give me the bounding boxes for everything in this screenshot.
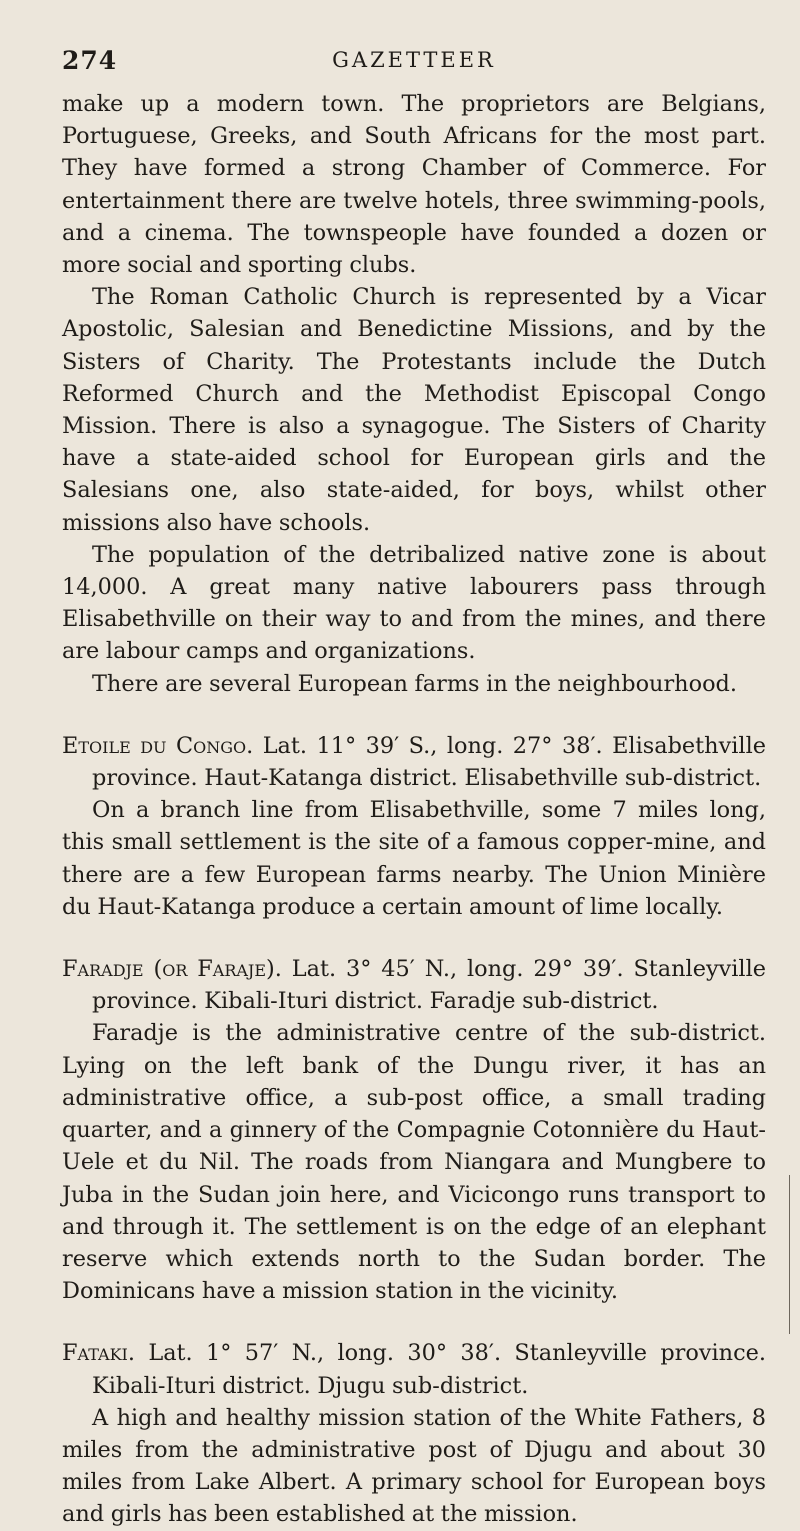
entry-heading: [62, 953, 766, 1017]
entry-body: Faradje is the administrative centre of the sub-district. Lying on the left bank of the Dungu river, it has an administrative office, a sub-post office, a small trading quarter, and a ginnery of the Compagnie Cotonnière du Haut-Uele et du Nil. The roads from Niangara and Mungbere to Juba in the Sudan join here, and Vicicongo runs transport to and through it. The settlement is on the edge of an elephant reserve which extends north to the Sudan border. The Dominicans have a mission station in the vicinity.: [62, 1020, 766, 1305]
entry-body: A high and healthy mission station of the White Fathers, 8 miles from the administrative post of Djugu and about 30 miles from Lake Albert. A primary school for European boys and girls has been established at the mission.: [62, 1404, 766, 1528]
paragraph: The Roman Catholic Church is represented by a Vicar Apostolic, Salesian and Benedictine Missions, and by the Sisters of Charity. The Protestants include the Dutch Reformed Church and the Methodist Episcopal Congo Mission. There is also a synagogue. The Sisters of Charity have a state-aided school for European girls and the Salesians one, also state-aided, for boys, whilst other missions also have schools.: [62, 284, 766, 536]
entry-heading: [62, 1337, 766, 1401]
entry-heading: [62, 730, 766, 794]
gazetteer-entry-faradje: [62, 953, 766, 1307]
entry-name: Faradje (or Faraje).: [62, 956, 282, 983]
page-header: [62, 0, 766, 88]
entry-body: On a branch line from Elisabethville, some 7 miles long, this small settlement is the site of a famous copper-mine, and there are a few European farms nearby. The Union Minière du Haut-Katanga produce a certain amount of lime locally.: [62, 797, 766, 920]
running-head: GAZETTEER: [332, 48, 496, 72]
page-number: 274: [62, 46, 118, 75]
entry-name: Etoile du Congo.: [62, 732, 254, 759]
gazetteer-entry-fataki: [62, 1337, 766, 1530]
entry-details: Lat. 1° 57′ N., long. 30° 38′. Stanleyville province. Kibali-Ituri district. Djugu sub-district.: [92, 1340, 766, 1399]
gazetteer-entry-etoile-du-congo: [62, 730, 766, 923]
entry-details: Lat. 11° 39′ S., long. 27° 38′. Elisabethville province. Haut-Katanga district. Elisabethville sub-district.: [92, 732, 766, 792]
entry-name: Fataki.: [62, 1340, 135, 1367]
continued-entry-text: [62, 88, 766, 700]
page-edge-line: [789, 1175, 790, 1334]
entry-details: Lat. 3° 45′ N., long. 29° 39′. Stanleyville province. Kibali-Ituri district. Faradje sub-district.: [92, 956, 766, 1015]
paragraph: There are several European farms in the neighbourhood.: [92, 670, 738, 697]
paragraph: make up a modern town. The proprietors are Belgians, Portuguese, Greeks, and South Africans for the most part. They have formed a strong Chamber of Commerce. For entertainment there are twelve hotels, three swimming-pools, and a cinema. The townspeople have founded a dozen or more social and sporting clubs.: [62, 91, 766, 279]
paragraph: The population of the detribalized native zone is about 14,000. A great many native labourers pass through Elisabethville on their way to and from the mines, and there are labour camps and organizations.: [62, 541, 766, 665]
